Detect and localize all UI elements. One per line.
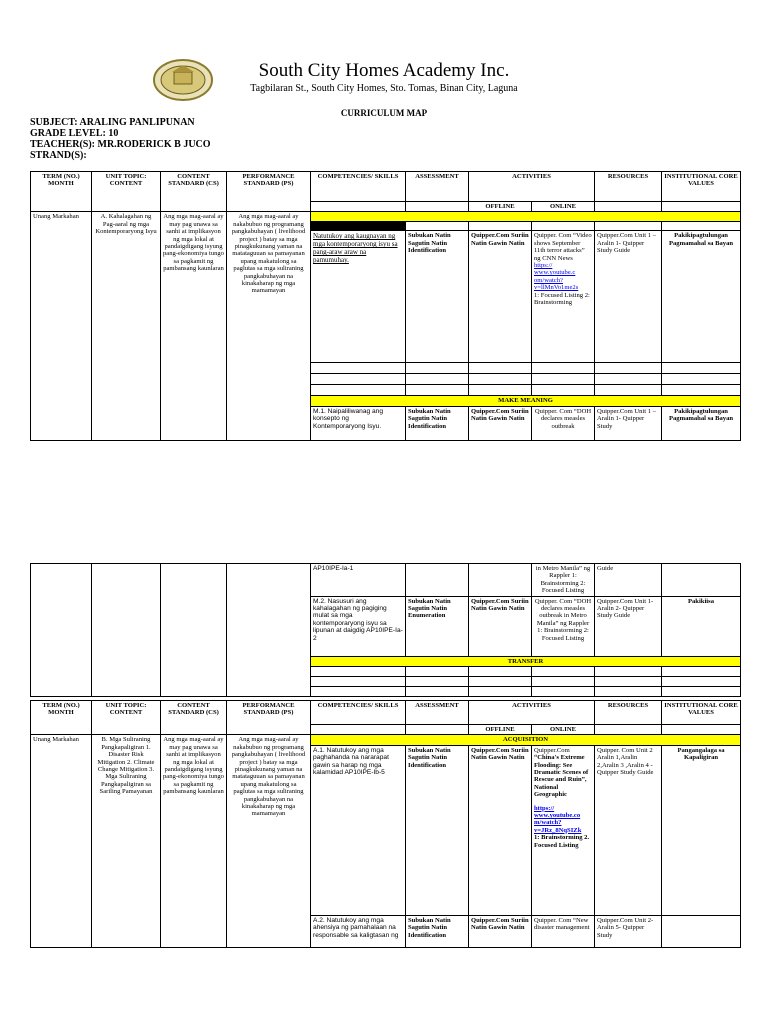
col-term: TERM (NO.) MONTH: [31, 701, 92, 735]
grade-line: GRADE LEVEL: 10: [30, 128, 119, 139]
teacher-line: TEACHER(S): MR.RODERICK B JUCO: [30, 139, 211, 150]
resources-cell: Quipper.Com Unit 1- Aralin 2- Quipper Study Guide: [595, 596, 662, 656]
col-offline: OFFLINE: [469, 725, 532, 735]
offline-activity-cell: Quipper.Com Suriin Natin Gawin Natin: [469, 231, 532, 363]
offline-activity-cell: Quipper.Com Suriin Natin Gawin Natin: [469, 596, 532, 656]
col-assessment: ASSESSMENT: [406, 701, 469, 725]
performance-standard-cell: Ang mga mag-aaral ay nakabubuo ng programang pangkabuhayan ( livelihood project ) batay sa mga pinagkukunang yaman na matataguuan sa pamayanan upang makatulong sa paglutas sa mga suliraning pangkabuhayan na kinakaharap ng mga mamamayan: [227, 212, 311, 440]
col-performance-standard: PERFORMANCE STANDARD (PS): [227, 701, 311, 735]
resources-cell: Guide: [595, 564, 662, 597]
school-seal-icon: [152, 58, 214, 102]
assessment-cell: Subukan Natin Sagutin Natin Identification: [406, 231, 469, 363]
assessment-cell: Subukan Natin Sagutin Natin Identification: [406, 915, 469, 947]
curriculum-table-3: [30, 700, 741, 948]
table-header-row: [31, 701, 741, 725]
col-topic: UNIT TOPIC: CONTENT: [92, 172, 161, 212]
video-link[interactable]: https:// www.youtube.co m/watch? v=JRz_8NqSIZk: [534, 804, 582, 834]
term-cell: Unang Markahan: [31, 212, 92, 440]
offline-activity-cell: Quipper.Com Suriin Natin Gawin Natin: [469, 406, 532, 440]
document-header: [0, 0, 768, 170]
online-activity-cell: Quipper. Com “New disaster management: [532, 915, 595, 947]
online-activity-cell: Quipper. Com “DOH declares measles outbreak in Metro Manila” ng Rappler 1: Brainstorming 2: Focused Listing: [532, 596, 595, 656]
curriculum-table-1: [30, 171, 741, 441]
col-online: ONLINE: [532, 725, 595, 735]
assessment-cell: Subukan Natin Sagutin Natin Identification: [406, 406, 469, 440]
offline-activity-cell: Quipper.Com Suriin Natin Gawin Natin: [469, 745, 532, 915]
transfer-band: TRANSFER: [311, 656, 741, 666]
black-band: [311, 222, 406, 231]
online-activity-cell: [532, 231, 595, 363]
core-values-cell: Pakikiisa: [662, 596, 741, 656]
table-row: [31, 564, 741, 597]
school-address: Tagbilaran St., South City Homes, Sto. Tomas, Binan City, Laguna: [250, 83, 518, 94]
subject-line: SUBJECT: ARALING PANLIPUNAN: [30, 117, 195, 128]
assessment-cell: Subukan Natin Sagutin Natin Enumeration: [406, 596, 469, 656]
core-values-cell: Pakikipagtulungan Pagmamahal sa Bayan: [662, 406, 741, 440]
online-activity-cell: [532, 745, 595, 915]
video-link[interactable]: https:// www.youtube.c om/watch?v=llMnVo1me2s: [534, 262, 579, 292]
col-competencies: COMPETENCIES/ SKILLS: [311, 172, 406, 202]
col-activities: ACTIVITIES: [469, 172, 595, 202]
document-meta: [30, 117, 211, 161]
col-core-values: INSTITUTIONAL CORE VALUES: [662, 701, 741, 725]
unit-topic-cell: B. Mga Suliraning Pangkapaligiran 1. Disaster Risk Mitigation 2. Climate Change Mitigation 3. Mga Suliraning Pangkapaligiran sa Sariling Pamayanan: [92, 735, 161, 947]
resources-cell: Quipper.Com Unit 1 – Aralin 1- Quipper Study: [595, 406, 662, 440]
competency-cell: A.1. Natutukoy ang mga paghahanda na nararapat gawin sa harap ng mga kalamidad AP10IPE-Ib-5: [311, 745, 406, 915]
acquisition-band: ACQUISITION: [311, 735, 741, 745]
col-competencies: COMPETENCIES/ SKILLS: [311, 701, 406, 725]
col-content-standard: CONTENT STANDARD (CS): [161, 172, 227, 212]
online-activity-cell: Quipper. Com “DOH declares measles outbreak: [532, 406, 595, 440]
core-values-cell: Pakikipagtulungan Pagmamahal sa Bayan: [662, 231, 741, 363]
document-title: CURRICULUM MAP: [340, 108, 428, 118]
table-header-row: [31, 172, 741, 202]
col-resources: RESOURCES: [595, 172, 662, 202]
offline-activity-cell: Quipper.Com Suriin Natin Gawin Natin: [469, 915, 532, 947]
online-activity-text: Quipper. Com “Video shows September 11th terror attacks” ng CNN News: [534, 232, 592, 262]
content-standard-cell: Ang mga mag-aaral ay may pag unawa sa sanhi at implikasyon ng mga lokal at pandaigdigang isyung pang-ekonomiya tungo sa pagkamit ng pambansang kaunlaran: [161, 212, 227, 440]
school-name: South City Homes Academy Inc.: [258, 60, 510, 81]
table-row: [31, 735, 741, 745]
term-cell: Unang Markahan: [31, 735, 92, 947]
yellow-band: [311, 212, 741, 222]
unit-topic-cell: A. Kahalagahan ng Pag-aaral ng mga Kontemporaryong Isyu: [92, 212, 161, 440]
content-standard-cell: Ang mga mag-aaral ay may pag unawa sa sanhi at implikasyon ng mga lokal at pandaigdigang isyung pang-ekonomiya tungo sa pagkamit ng pambansang kaunlaran: [161, 735, 227, 947]
col-assessment: ASSESSMENT: [406, 172, 469, 202]
col-resources: RESOURCES: [595, 701, 662, 725]
competency-cell: M.2. Nasusuri ang kahalagahan ng pagiging mulat sa mga kontemporaryong isyu sa lipunan at daigdig AP10IPE-Ia-2: [311, 596, 406, 656]
col-term: TERM (NO.) MONTH: [31, 172, 92, 212]
col-content-standard: CONTENT STANDARD (CS): [161, 701, 227, 735]
resources-cell: Quipper. Com Unit 2 Aralin 1,Aralin 2,Aralin 3 ,Aralin 4 -Quipper Study Guide: [595, 745, 662, 915]
online-activity-cell: in Metro Manila” ng Rappler 1: Brainstorming 2: Focused Listing: [532, 564, 595, 597]
assessment-cell: Subukan Natin Sagutin Natin Identification: [406, 745, 469, 915]
competency-code-cell: AP10IPE-Ia-1: [311, 564, 406, 597]
competency-cell: M.1. Naipaliliwanag ang konsepto ng Kontemporaryong Isyu.: [311, 406, 406, 440]
col-core-values: INSTITUTIONAL CORE VALUES: [662, 172, 741, 202]
col-performance-standard: PERFORMANCE STANDARD (PS): [227, 172, 311, 212]
resources-cell: Quipper.Com Unit 1 – Aralin 1- Quipper Study Guide: [595, 231, 662, 363]
col-online: ONLINE: [532, 202, 595, 212]
strand-line: STRAND(S):: [30, 150, 87, 161]
resources-cell: Quipper.Com Unit 2- Aralin 5- Quipper Study: [595, 915, 662, 947]
table-row: [31, 212, 741, 222]
online-activity-title: “China's Extreme Flooding: See Dramatic Scenes of Rescue and Ruin”, National Geographic: [534, 754, 589, 799]
competency-cell: Natutukoy ang kaugnayan ng mga kontemporaryong isyu sa pang-araw araw na pamumuhay.: [311, 231, 406, 363]
performance-standard-cell: Ang mga mag-aaral ay nakabubuo ng programang pangkabuhayan ( livelihood project ) batay sa mga pinagkukunang yaman na matataguuan sa pamayanan upang makatulong sa paglutas sa mga suliraning pangkabuhayan na kinakaharap ng mga mamamayan: [227, 735, 311, 947]
col-offline: OFFLINE: [469, 202, 532, 212]
online-activity-source: Quipper.Com: [534, 746, 570, 754]
curriculum-table-2: [30, 563, 741, 697]
core-values-cell: Pangangalaga sa Kapaligiran: [662, 745, 741, 915]
col-activities: ACTIVITIES: [469, 701, 595, 725]
col-topic: UNIT TOPIC: CONTENT: [92, 701, 161, 735]
competency-cell: A.2. Natutukoy ang mga ahensiya ng pamahalaan na responsable sa kaligtasan ng: [311, 915, 406, 947]
online-activity-tasks: 1: Brainstorming 2. Focused Listing: [534, 834, 590, 849]
make-meaning-band: MAKE MEANING: [311, 396, 741, 406]
online-activity-tasks: 1: Focused Listing 2: Brainstorming: [534, 291, 590, 307]
